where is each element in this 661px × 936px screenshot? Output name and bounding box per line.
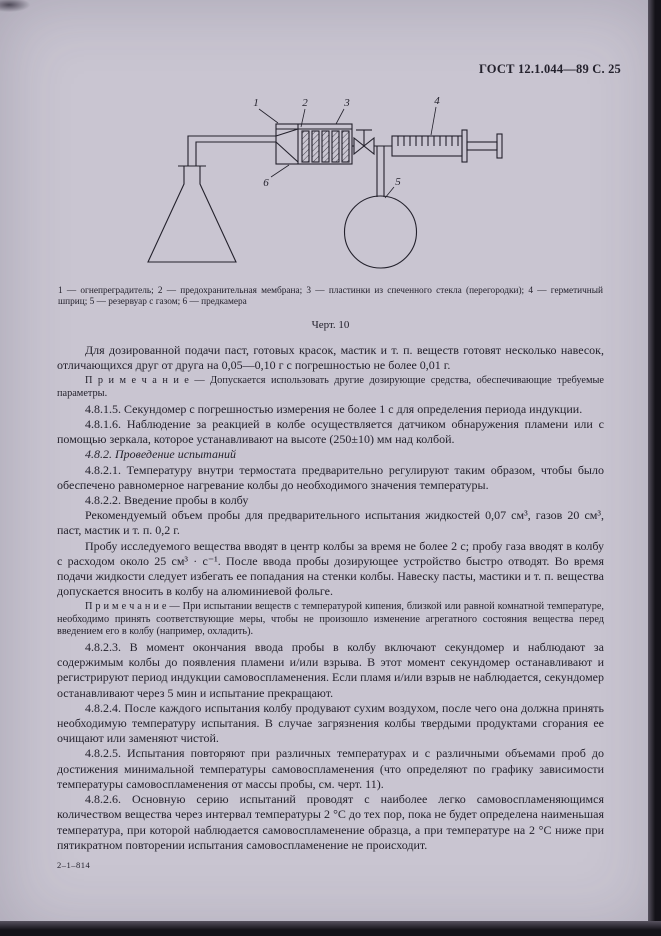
apparatus-figure [0,90,661,282]
document-body [57,343,604,853]
figure-caption: 1 — огнепреградитель; 2 — предохранительная мембрана; 3 — пластинки из спеченного стекла (перегородки); 4 — герметичный шприц; 5 — резервуар с газом; 6 — предкамера [58,286,603,307]
page-footer-code: 2–1–814 [57,860,91,870]
clause-4-8-2-heading: 4.8.2. Проведение испытаний [85,447,236,462]
para-sample-introduction: Пробу исследуемого вещества вводят в центр колбы за время не более 2 с; пробу газа вводят в колбу с расходом около 25 см³ · с⁻¹. После ввода пробы дозирующее устройство быстро отводят. Во время подачи жидкости следует избегать ее попадания на стенки колбы. Навеску пасты, мастики и т. п. вещества допускается вносить в колбу на алюминиевой фольге. [57,538,604,599]
sintered-glass-plates [302,131,349,162]
para-sample-volume: Рекомендуемый объем пробы для предварительного испытания жидкостей 0,07 см³, газов 20 см³, паст, мастик и т. п. 0,2 г. [57,508,604,538]
figure-number: Черт. 10 [311,319,350,331]
callout-leader-6 [271,165,289,177]
apparatus-diagram [0,90,661,282]
callout-3: 3 [344,97,350,109]
note-boiling-point: П р и м е ч а н и е — При испытании веществ с температурой кипения, близкой или равной комнатной температуре, необходимо принять соответствующие меры, чтобы не произошло изменение агрегатного состояния вещества перед введением его в колбу (например, охладить). [57,601,604,637]
clause-4-8-2-3: 4.8.2.3. В момент окончания ввода пробы в колбу включают секундомер и наблюдают за содержимым колбы до появления пламени и/или взрыва. В этот момент секундомер останавливают и регистрируют период индукции самовоспламенения. Если пламя и/или взрыв не наблюдается, секундомер останавливают через 5 мин и испытание прекращают. [57,640,605,700]
para-dosing-intro: Для дозированной подачи паст, готовых красок, мастик и т. п. веществ готовят несколько навесок, отличающихся друг от друга на 0,05—0,10 г с погрешностью не более 0,01 г. [57,343,604,373]
callout-leader-3 [336,109,344,124]
clause-4-8-2-5: 4.8.2.5. Испытания повторяют при различных температурах и с различными объемами проб до достижения минимальной температуры самовоспламенения (что определяют по графику зависимости температуры самовоспламенения от массы пробы, см. черт. 11). [57,746,604,791]
callout-1: 1 [253,97,259,109]
scan-edge-right [648,0,661,936]
callout-leader-1 [259,109,278,123]
callout-leader-4 [431,107,436,135]
clause-4-8-2-1: 4.8.2.1. Температуру внутри термостата предварительно регулируют таким образом, чтобы было обеспечено равномерное нагревание колбы до необходимого значения температуры. [57,462,604,492]
callout-2: 2 [302,97,308,109]
clause-4-8-1-6: 4.8.1.6. Наблюдение за реакцией в колбе осуществляется датчиком обнаружения пламени или с помощью зеркала, которое устанавливают на высоте (250±10) мм над колбой. [57,417,604,447]
prechamber-diffuser [276,129,298,162]
callout-5: 5 [395,176,401,188]
connecting-tube [188,136,276,166]
clause-4-8-2-4: 4.8.2.4. После каждого испытания колбу продувают сухим воздухом, после чего она должна принять необходимую температуру испытания. В случае загрязнения колбы твердыми продуктами сгорания ее очищают или заменяют чистой. [57,700,604,746]
clause-4-8-1-5: 4.8.1.5. Секундомер с погрешностью измерения не более 1 с для определения периода индукции. [85,401,583,416]
note-dosing: П р и м е ч а н и е — Допускается использовать другие дозирующие средства, обеспечивающие требуемые параметры. [57,375,604,399]
callout-6: 6 [263,177,269,189]
scan-edge-bottom [0,921,661,936]
standard-number-header: ГОСТ 12.1.044—89 С. 25 [478,62,621,76]
clause-4-8-2-2: 4.8.2.2. Введение пробы в колбу [85,493,249,508]
syringe [374,130,502,162]
scan-corner-smudge [0,0,30,12]
callout-4: 4 [434,95,440,107]
gas-reservoir [345,146,417,268]
valve [352,130,374,154]
clause-4-8-2-6: 4.8.2.6. Основную серию испытаний проводят с наиболее легко самовоспламеняющимся количеством вещества через интервал температуры 2 °С до тех пор, пока не будет определена наименьшая температура, при которой наблюдается самовоспламенение образца, а при температуре на 2 °С ниже при пятикратном повторении испытания самовоспламенение не происходит. [57,792,604,852]
callout-leader-5 [385,187,394,198]
erlenmeyer-flask [148,166,236,262]
